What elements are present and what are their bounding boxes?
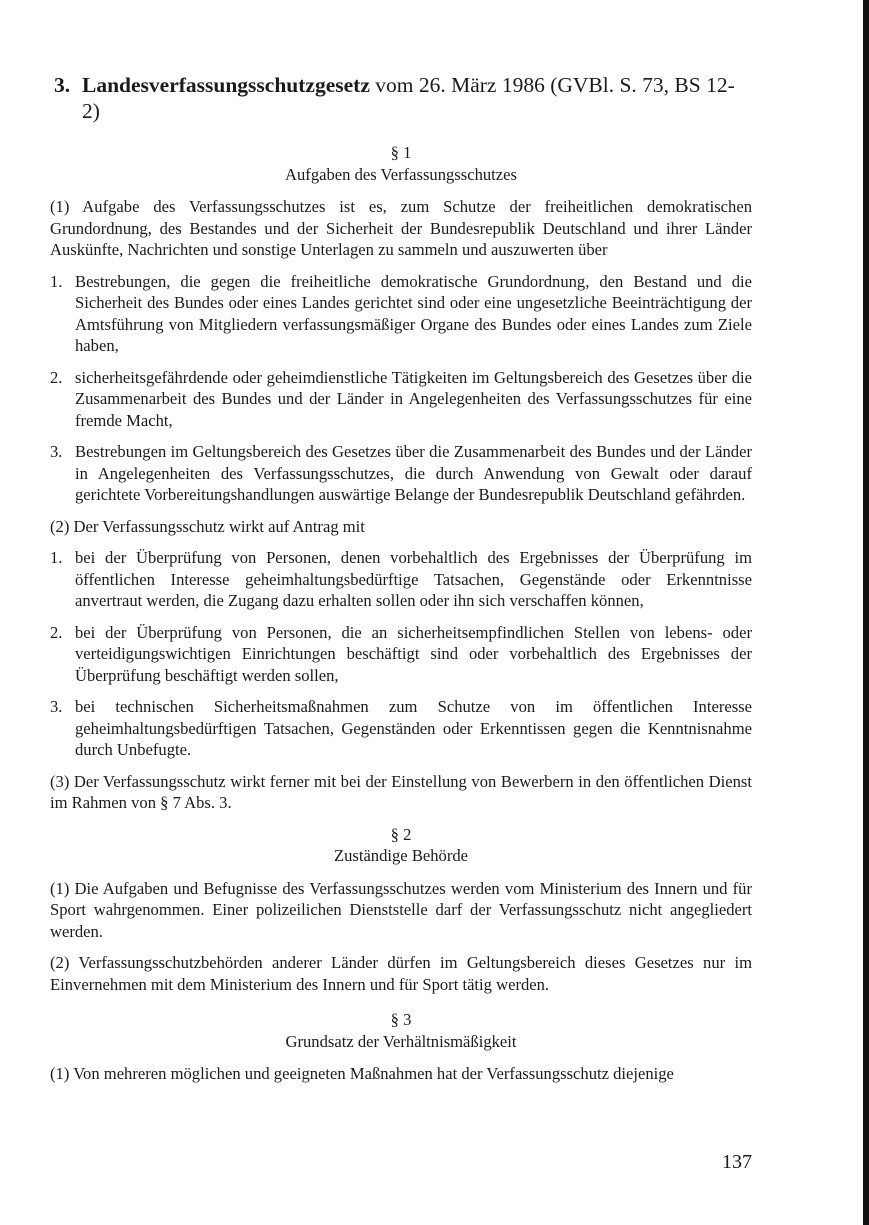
list-item <box>50 622 752 687</box>
list-item <box>50 547 752 612</box>
list-item-text: Bestrebungen im Geltungsbereich des Gesetzes über die Zusammenarbeit des Bundes und der Länder in Angelegenheiten des Verfassungsschutzes, die durch Anwendung von Gewalt oder darauf gerichtete Vorbereitungshandlungen auswärtige Belange der Bundesrepublik Deutschland gefährden. <box>75 442 752 504</box>
section-title-1: Aufgaben des Verfassungsschutzes <box>285 164 517 184</box>
list-item-text: sicherheitsgefährdende oder geheimdienstliche Tätigkeiten im Geltungsbereich des Gesetzes über die Zusammenarbeit des Bundes und der Länder in Angelegenheiten des Verfassungsschutzes für eine fremde Macht, <box>75 367 752 430</box>
page-number: 137 <box>722 1151 752 1173</box>
list-item-number: 2. <box>50 622 63 642</box>
section-2-paragraph-2: (2) Verfassungsschutzbehörden anderer Länder dürfen im Geltungsbereich dieses Gesetzes nur im Einvernehmen mit dem Ministerium des Innern und für Sport tätig werden. <box>50 953 752 994</box>
section-title-2: Zuständige Behörde <box>333 846 469 865</box>
list-item <box>50 271 752 357</box>
law-name: Landesverfassungsschutzgesetz <box>82 73 370 97</box>
list-item-text: bei der Überprüfung von Personen, die an sicherheitsempfindlichen Stellen von lebens- oder verteidigungswichtigen Einrichtungen beschäftigt sind oder vorbehaltlich des Ergebnisses der Überprüfung beschäftigt werden sollen, <box>75 622 752 685</box>
document-page <box>50 72 752 1095</box>
law-heading <box>50 72 752 124</box>
list-item-number: 3. <box>50 442 63 461</box>
list-item-number: 1. <box>50 548 63 567</box>
list-item <box>50 367 752 432</box>
section-mark-3: § 3 <box>390 1010 412 1029</box>
section-3-paragraph-1: (1) Von mehreren möglichen und geeigneten Maßnahmen hat der Verfassungsschutz diejenige <box>50 1064 674 1083</box>
list-item-text: Bestrebungen, die gegen die freiheitliche demokratische Grundordnung, den Bestand und die Sicherheit des Bundes oder eines Landes gerichtet sind oder eine ungesetzliche Beeinträchtigung der Amtsführung von Mitgliedern verfassungsmäßiger Organe des Bundes oder eines Landes zum Ziele haben, <box>75 271 752 355</box>
section-1-paragraph-1-list <box>50 271 752 506</box>
list-item <box>50 441 752 506</box>
section-1-paragraph-2: (2) Der Verfassungsschutz wirkt auf Antrag mit <box>50 516 365 536</box>
section-2-paragraph-1: (1) Die Aufgaben und Befugnisse des Verfassungsschutzes werden vom Ministerium des Innern und für Sport wahrgenommen. Einer polizeilichen Dienststelle darf der Verfassungsschutz nicht angegliedert werden. <box>50 878 752 941</box>
list-item-text: bei der Überprüfung von Personen, denen vorbehaltlich des Ergebnisses der Überprüfung im öffentlichen Interesse geheimhaltungsbedürftige Tatsachen, Gegenstände oder Erkenntnisse anvertraut werden, die Zugang dazu erhalten sollen oder ihn sich verschaffen können, <box>75 548 752 610</box>
list-item <box>50 696 752 761</box>
section-1-paragraph-2-list <box>50 547 752 761</box>
section-1-paragraph-3: (3) Der Verfassungsschutz wirkt ferner mit bei der Einstellung von Bewerbern in den öffentlichen Dienst im Rahmen von § 7 Abs. 3. <box>50 771 752 812</box>
section-mark-2: § 2 <box>390 824 412 844</box>
law-number: 3. <box>54 73 71 97</box>
section-mark-1: § 1 <box>390 143 412 162</box>
list-item-text: bei technischen Sicherheitsmaßnahmen zum Schutze von im öffentlichen Interesse geheimhaltungsbedürftigen Tatsachen, Gegenständen oder Erkenntissen gegen die Kenntnisnahme durch Unbefugte. <box>75 697 752 759</box>
scan-edge-bar <box>863 0 869 1225</box>
section-1-paragraph-1: (1) Aufgabe des Verfassungsschutzes ist es, zum Schutze der freiheitlichen demokratischen Grundordnung, des Bestandes und der Sicherheit der Bundesrepublik Deutschland und ihrer Länder Auskünfte, Nachrichten und sonstige Unterlagen zu sammeln und auszuwerten über <box>50 197 752 259</box>
section-title-3: Grundsatz der Verhältnismäßigkeit <box>285 1031 517 1051</box>
list-item-number: 3. <box>50 697 63 716</box>
list-item-number: 2. <box>50 367 63 387</box>
list-item-number: 1. <box>50 271 63 291</box>
law-citation: vom 26. März 1986 (GVBl. S. 73, BS 12-2) <box>82 73 735 123</box>
